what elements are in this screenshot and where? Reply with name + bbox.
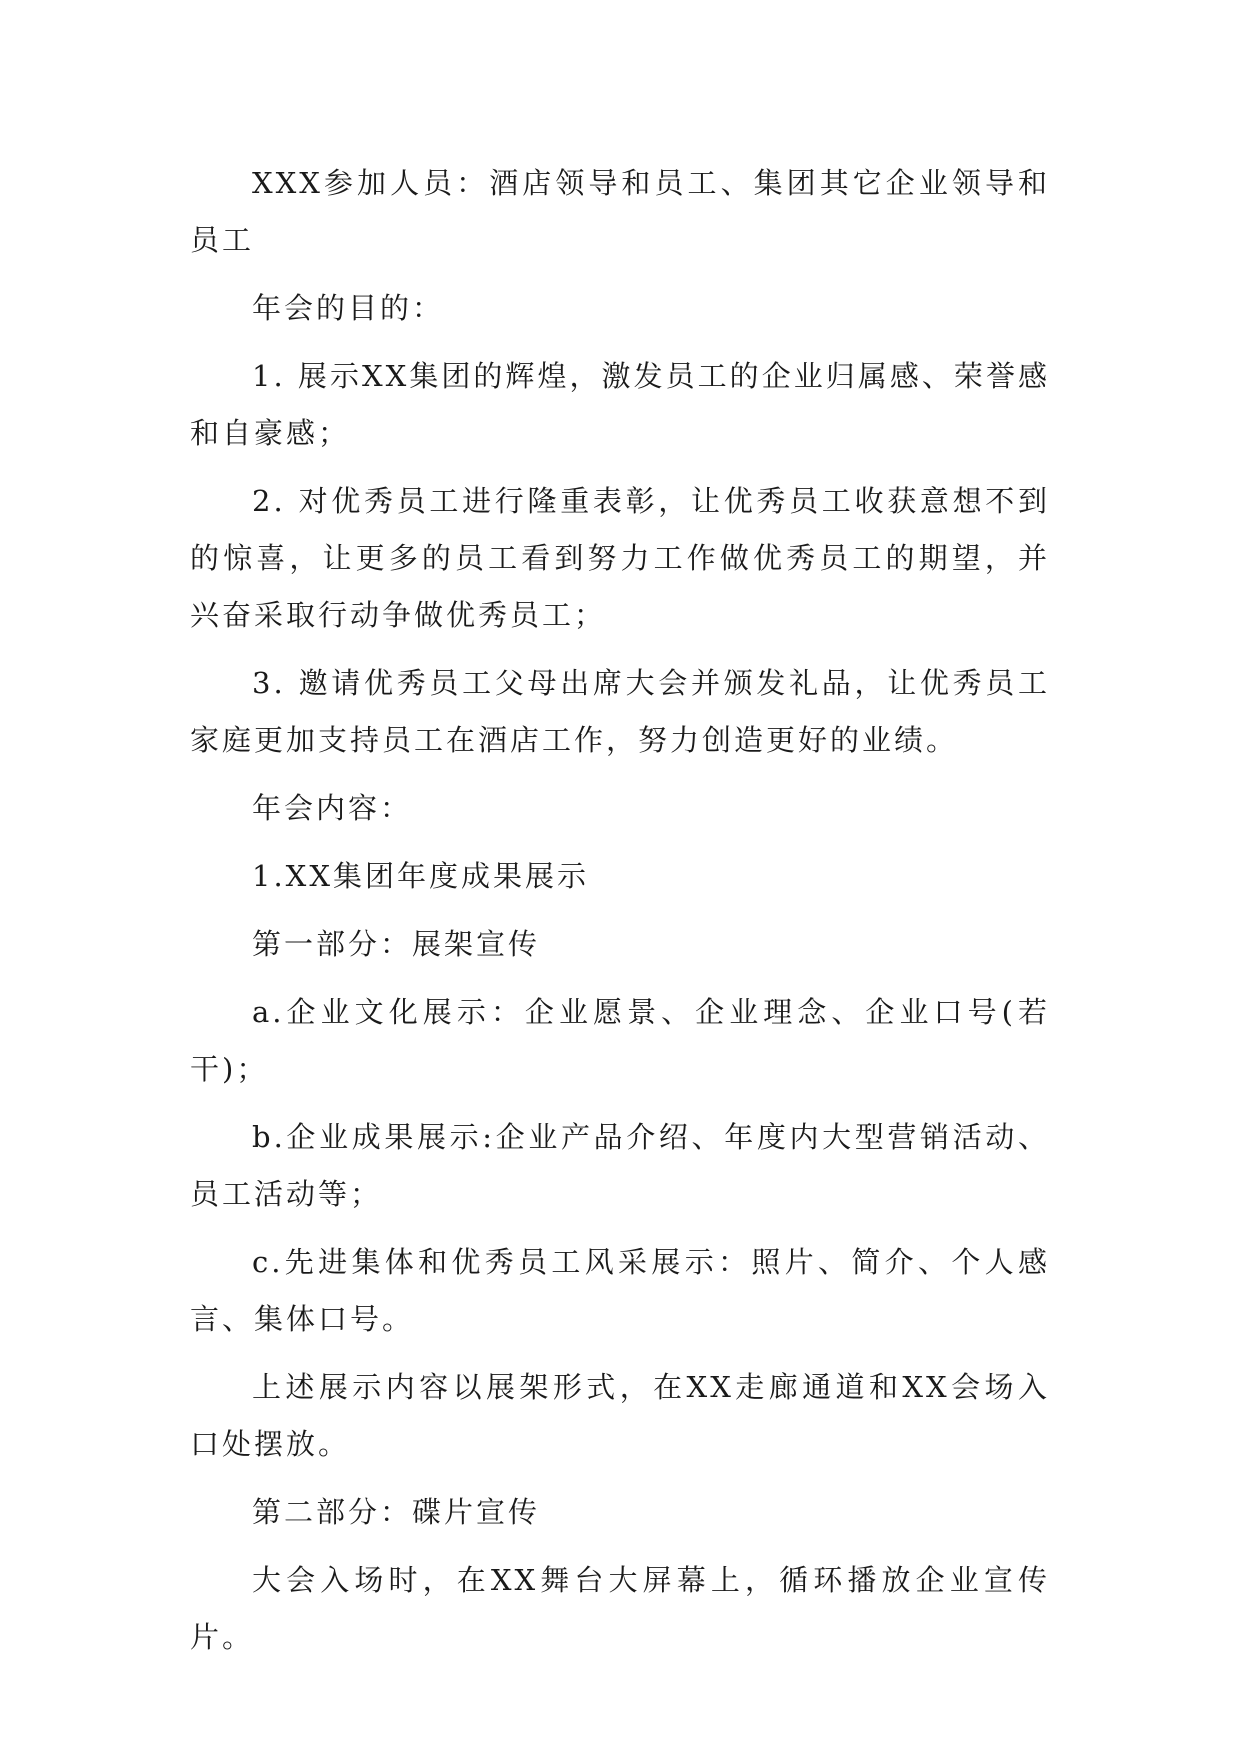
document-page	[190, 155, 1050, 1677]
culture-display-item: a.企业文化展示：企业愿景、企业理念、企业口号(若干)；	[190, 995, 1050, 1086]
video-promotion-paragraph: 大会入场时，在XX舞台大屏幕上，循环播放企业宣传片。	[190, 1563, 1050, 1654]
purpose-heading: 年会的目的：	[252, 291, 445, 325]
part-one-heading: 第一部分：展架宣传	[252, 927, 541, 961]
purpose-item-3: 3. 邀请优秀员工父母出席大会并颁发礼品，让优秀员工家庭更加支持员工在酒店工作，努力创造更好的业绩。	[190, 666, 1050, 757]
achievement-display-item: b.企业成果展示:企业产品介绍、年度内大型营销活动、员工活动等；	[190, 1120, 1050, 1211]
part-two-heading: 第二部分：碟片宣传	[252, 1495, 541, 1529]
content-heading: 年会内容：	[252, 791, 413, 825]
participants-paragraph: XXX参加人员：酒店领导和员工、集团其它企业领导和员工	[190, 166, 1050, 257]
excellence-display-item: c.先进集体和优秀员工风采展示：照片、简介、个人感言、集体口号。	[190, 1245, 1050, 1336]
purpose-item-2: 2. 对优秀员工进行隆重表彰，让优秀员工收获意想不到的惊喜，让更多的员工看到努力工作做优秀员工的期望，并兴奋采取行动争做优秀员工；	[190, 484, 1050, 632]
display-placement-paragraph: 上述展示内容以展架形式，在XX走廊通道和XX会场入口处摆放。	[190, 1370, 1050, 1461]
purpose-item-1: 1. 展示XX集团的辉煌，激发员工的企业归属感、荣誉感和自豪感；	[190, 359, 1050, 450]
content-item-1: 1.XX集团年度成果展示	[252, 859, 589, 893]
